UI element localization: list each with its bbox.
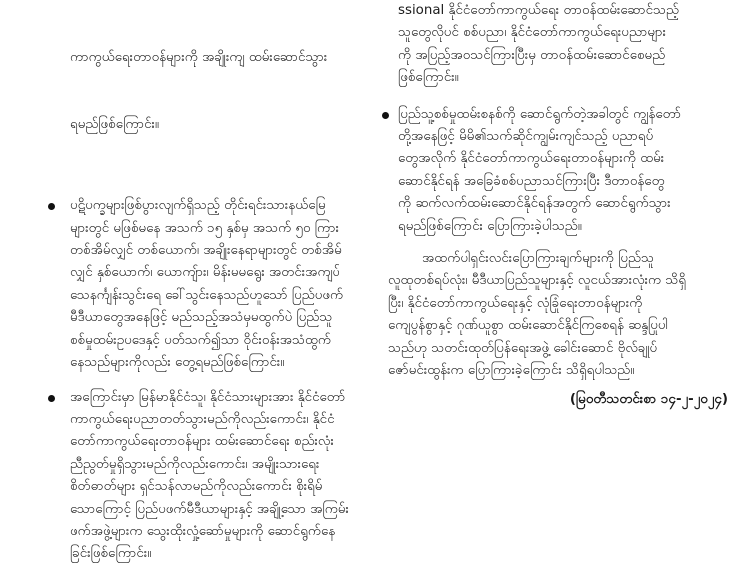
text-line: ဇော်မင်းထွန်းက ပြောကြားခဲ့ကြောင်း သိရှိရပါသည်။	[388, 363, 635, 379]
text-line: သေနင်္ကျန်းသွင်းရေ ခေါ်သွင်းနေသည်ဟူသော် ပြည်ပဖက်	[70, 287, 344, 303]
text-line: ကို ဆက်လက်ထမ်းဆောင်နိုင်ရန်အတွက် ဆောင်ရွက်သွား	[398, 196, 671, 212]
text-line: ပြီး၊ နိုင်ငံတော်ကာကွယ်ရေးနှင့် လုံခြုံရေးတာဝန်များကို	[388, 295, 643, 311]
text-line: နေသည်များကိုလည်း တွေ့ရမည်ဖြစ်ကြောင်း။	[70, 355, 285, 371]
text-line: များတွင် မဖြစ်မနေ အသက် ၁၅ နှစ်မှ အသက် ၅၀ ကြား	[70, 220, 340, 236]
text-line: ခြင်းဖြစ်ကြောင်း။	[70, 546, 152, 562]
text-line: လူထုတစ်ရပ်လုံး၊ မီဒီယာပြည်သူများနှင့် လူငယ်အားလုံးက သိရှိ	[388, 273, 687, 289]
fragment-line: သူတွေလိုပင် စစ်ပညာ၊ နိုင်ငံတော်ကာကွယ်ရေးပညာများ	[398, 25, 667, 41]
right-top-fragment	[398, 0, 728, 90]
text-line: ကျေပွန်စွာနှင့် ဂုဏ်ယူစွာ ထမ်းဆောင်နိုင်ကြစေရန် ဆန္ဒပြုပါ	[388, 318, 668, 334]
text-line: တော်ကာကွယ်ရေးတာဝန်များ ထမ်းဆောင်ရေး စည်းလုံး	[70, 434, 334, 450]
fragment-line: ကို အပြည့်အဝသင်ကြားပြီးမှ တာဝန်ထမ်းဆောင်စေမည်	[398, 47, 666, 63]
fragment-line: ကာကွယ်ရေးတာဝန်များကို အချိုးကျ ထမ်းဆောင်သွား	[70, 49, 328, 65]
bullet-item	[20, 195, 358, 374]
left-top-fragment	[70, 2, 358, 181]
left-column	[20, 0, 358, 566]
text-line: ပြည်သူ့စစ်မှုထမ်းစနစ်ကို ဆောင်ရွက်တဲ့အခါတွင် ကျွန်တော်	[398, 106, 682, 122]
text-line: ကာကွယ်ရေးပညာတတ်သွားမည်ကိုလည်းကောင်း၊ နိုင်ငံ	[70, 411, 335, 427]
text-line: အထက်ပါရှင်းလင်းပြောကြားချက်များကို ပြည်သူ	[422, 251, 654, 267]
text-line: ညီညွတ်မှုရှိသွားမည်ကိုလည်းကောင်း၊ အမျိုးသားရေး	[70, 456, 320, 472]
text-line: သောကြောင့် ပြည်ပဖက်မီဒီယာများနှင့် အချို့သော အကြမ်း	[70, 501, 349, 517]
bullet-item	[20, 387, 358, 566]
fragment-line: ssional နိုင်ငံတော်ကာကွယ်ရေး တာဝန်ထမ်းဆောင်သည့်	[398, 3, 679, 18]
text-line: စစ်မှုထမ်းဥပဒေနှင့် ပတ်သက်၍သာ ဝိုင်းဝန်းအသံထွက်	[70, 332, 332, 348]
text-line: စိတ်ဓာတ်များ ရှင်သန်လာမည်ကိုလည်းကောင်း စိုးရိမ်	[70, 479, 323, 495]
bullet-text	[398, 104, 728, 238]
source-signature: (မြဝတီသတင်းစာ ၁၄-၂-၂၀၂၄)	[569, 391, 728, 407]
text-line: ပဋိပက္ခများဖြစ်ပွားလျက်ရှိသည့် တိုင်းရင်းသားနယ်မြေ	[70, 198, 326, 214]
fragment-line: ရမည်ဖြစ်ကြောင်း။	[70, 117, 159, 133]
text-line: ရမည်ဖြစ်ကြောင်း ပြောကြားခဲ့ပါသည်။	[398, 218, 582, 234]
bullet-icon	[48, 395, 55, 402]
text-line: ဆောင်နိုင်ရန် အခြေခံစစ်ပညာသင်ကြားပြီး ဒီတာဝန်တွေ	[398, 173, 665, 189]
text-line: အကြောင်းမှာ မြန်မာနိုင်ငံသူ၊ နိုင်ငံသားများအား နိုင်ငံတော်	[70, 389, 346, 405]
right-column	[388, 0, 728, 411]
text-line: တွေအလိုက် နိုင်ငံတော်ကာကွယ်ရေးတာဝန်များကို ထမ်း	[398, 151, 665, 167]
text-line: တို့အနေဖြင့် မိမိ၏သက်ဆိုင်ကျွမ်းကျင်သည့် ပညာရပ်	[398, 129, 654, 145]
text-line: လျှင် နှစ်ယောက်၊ ယောကျ်ား၊ မိန်းမမရွေး အတင်းအကျပ်	[70, 265, 340, 281]
bullet-icon	[382, 112, 389, 119]
text-line: သည်ဟု သတင်းထုတ်ပြန်ရေးအဖွဲ့ ခေါင်းဆောင် ဗိုလ်ချုပ်	[388, 340, 658, 356]
bullet-icon	[48, 203, 55, 210]
bullet-item	[388, 104, 728, 238]
closing-paragraph	[388, 248, 728, 382]
text-line: ဖက်အဖွဲ့များက သွေးထိုးလှုံ့ဆော်မှုများကို ဆောင်ရွက်နေ	[70, 523, 336, 539]
bullet-text	[70, 195, 358, 374]
text-line: မီဒီယာတွေအနေဖြင့် မည်သည့်အသံမှမထွက်ပဲ ပြည်သူ	[70, 310, 333, 326]
fragment-line: ဖြစ်ကြောင်း။	[398, 70, 459, 86]
text-line: တစ်အိမ်လျှင် တစ်ယောက်၊ အချိုးနေရာများတွင် တစ်အိမ်	[70, 243, 342, 259]
bullet-text	[70, 387, 358, 566]
